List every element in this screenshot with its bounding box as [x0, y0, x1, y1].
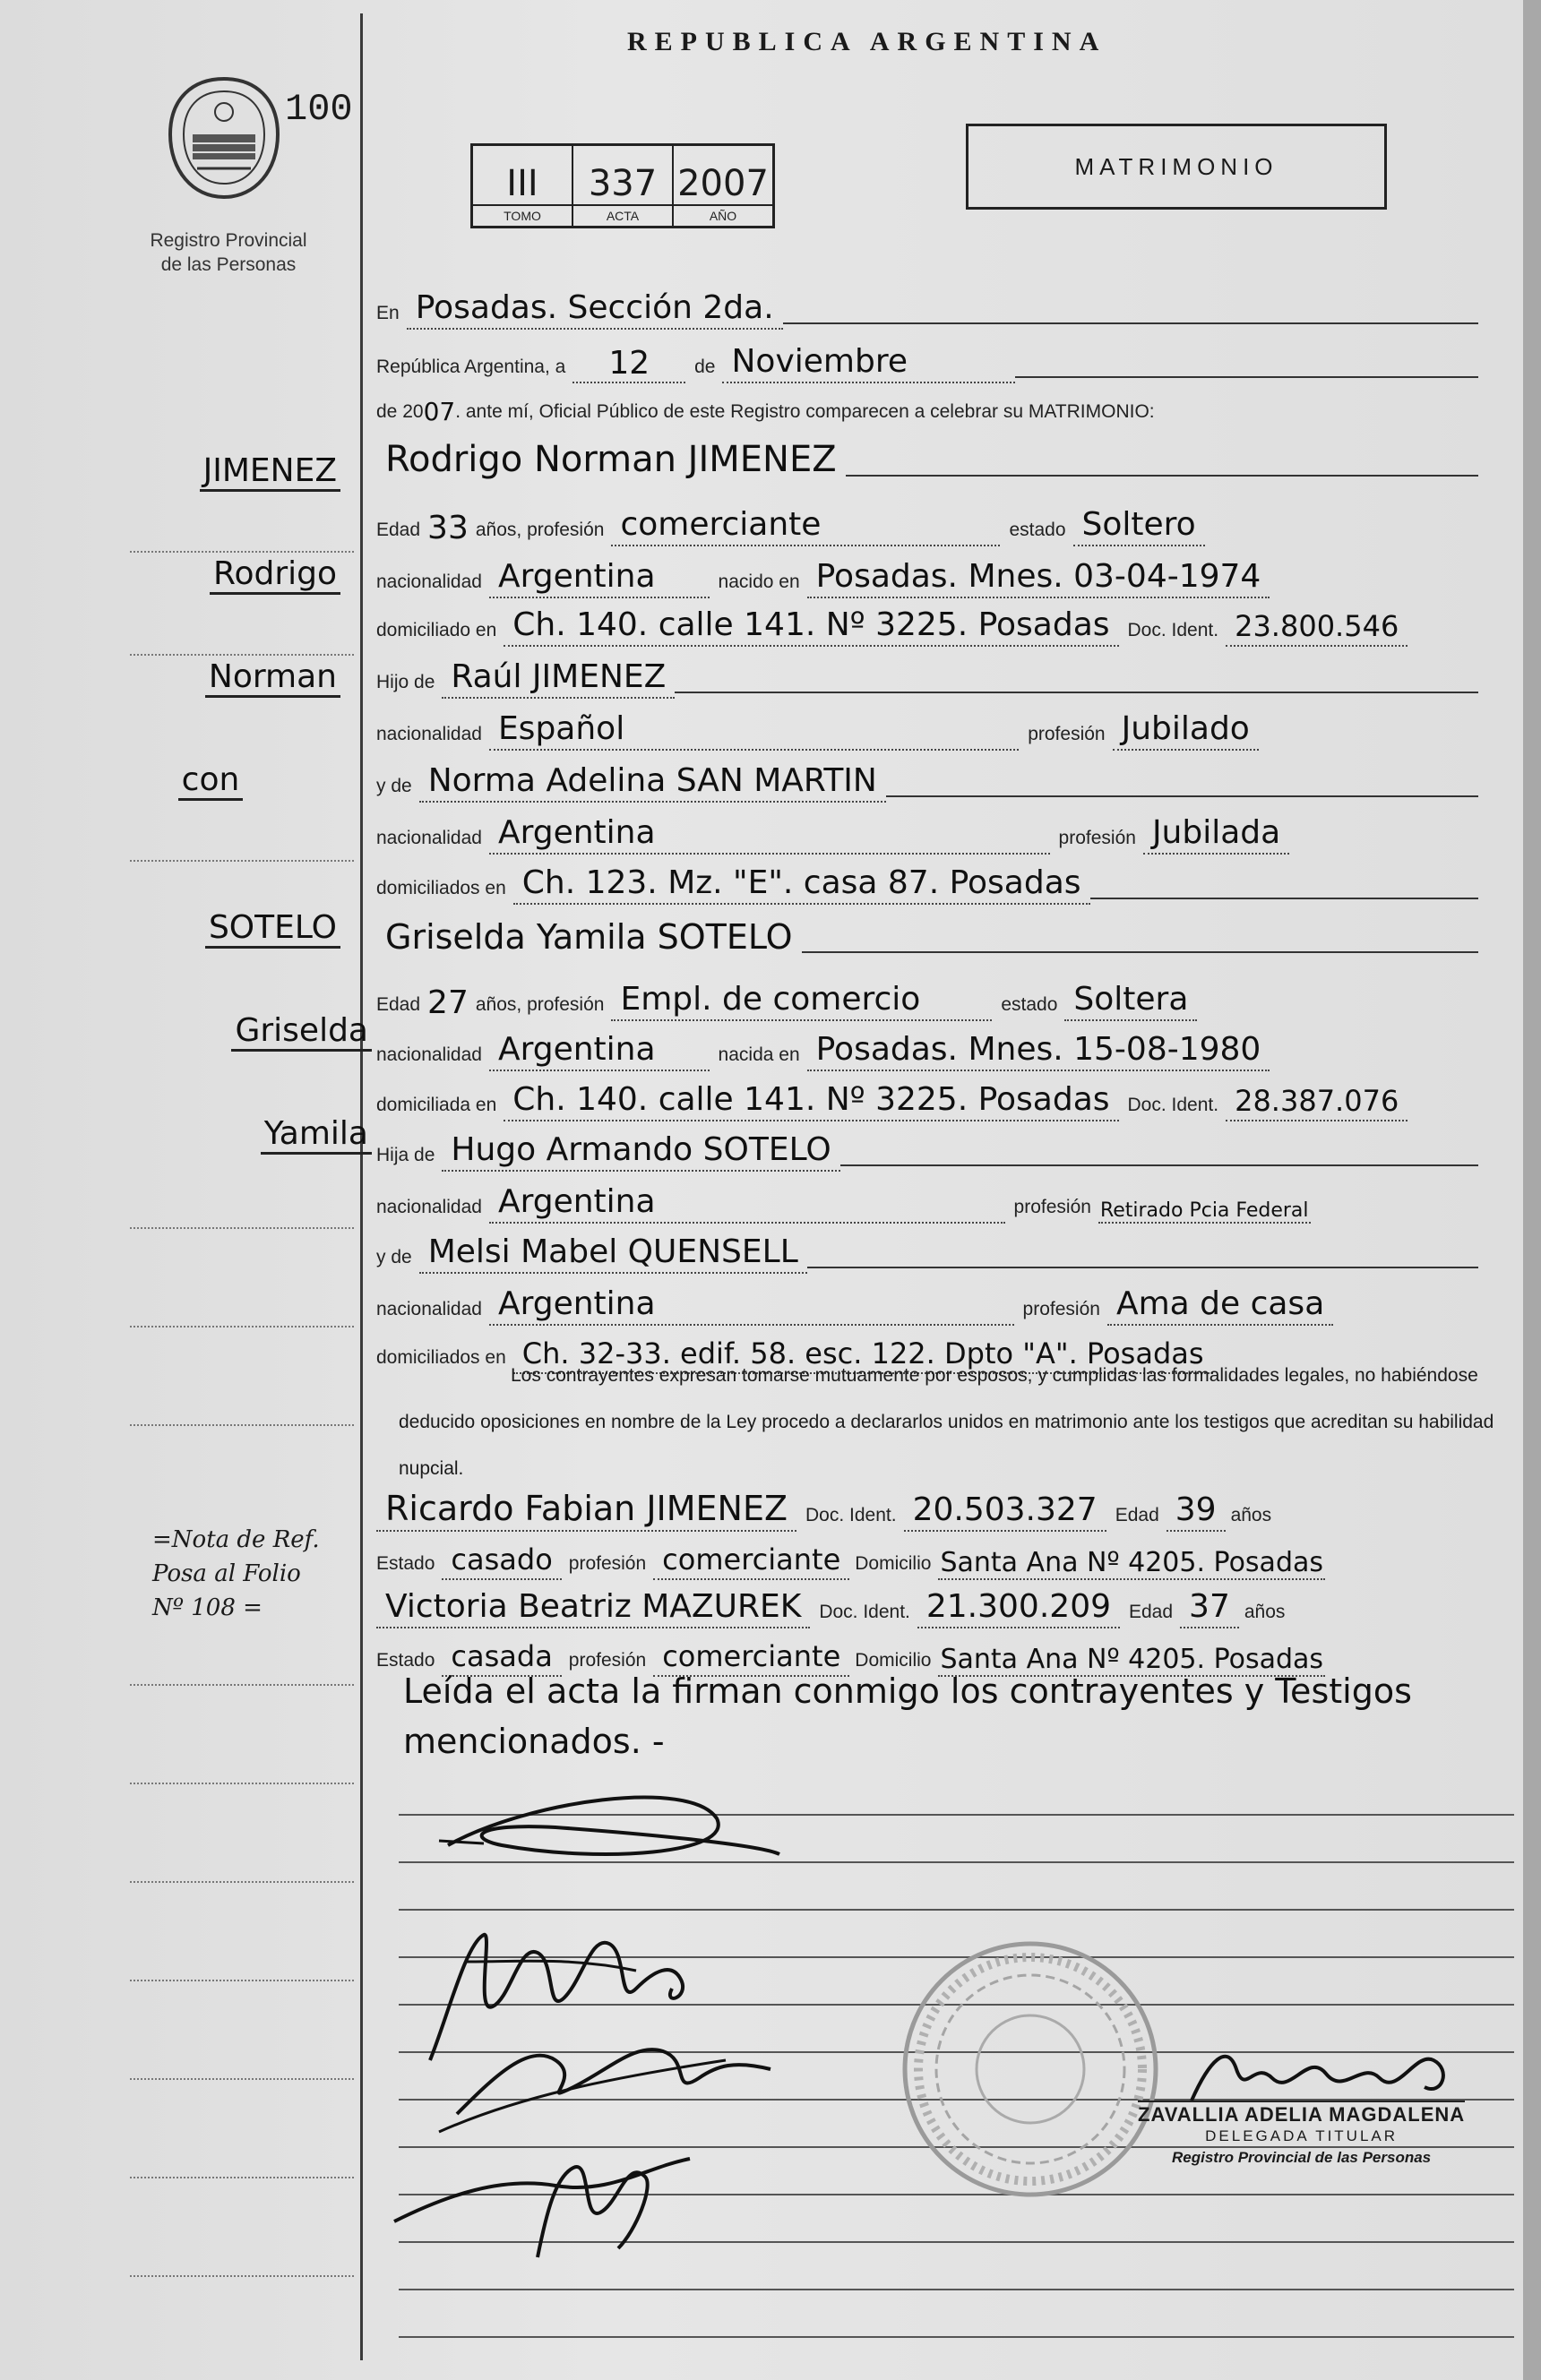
groom-address: Ch. 140. calle 141. Nº 3225. Posadas	[504, 606, 1118, 647]
groom-status: Soltero	[1073, 506, 1205, 546]
year-suffix: 07	[423, 397, 456, 426]
witness2-doc: 21.300.209	[917, 1588, 1120, 1628]
groom-mother: Norma Adelina SAN MARTIN	[419, 762, 886, 803]
anio-value: 2007	[673, 145, 774, 206]
tomo-value: III	[472, 145, 573, 206]
bride-mother-profession: Ama de casa	[1107, 1285, 1333, 1326]
official-block	[1138, 2101, 1465, 2169]
witness1-age: 39	[1167, 1491, 1226, 1532]
place-value: Posadas. Sección 2da.	[407, 289, 783, 330]
witness1-status: casado	[442, 1542, 561, 1580]
witness1-details-row: Estado casado profesión comerciante Domicilio Santa Ana Nº 4205. Posadas	[376, 1542, 1323, 1578]
groom-father: Raúl JIMENEZ	[442, 658, 675, 699]
groom-mother-nat-row: nacionalidad Argentina profesión Jubilada	[376, 810, 1478, 855]
provincial-seal-icon	[161, 72, 287, 206]
legal-formula: Los contrayentes expresan tomarse mutuamente por esposos, y cumplidas las formalidades legales, no habiéndose deducido oposiciones en nombre de la Ley procedo a declararlos unidos en matrimonio ante los testigos que acreditan su habilidad nupcial.	[399, 1365, 1494, 1479]
groom-mother-row: y de Norma Adelina SAN MARTIN	[376, 758, 1478, 803]
groom-profession: comerciante	[611, 506, 1000, 546]
groom-age-row: Edad 33 años, profesión comerciante estado Soltero	[376, 502, 1478, 546]
bride-father-nationality: Argentina	[489, 1183, 1005, 1224]
bride-name-row	[376, 914, 1478, 958]
bride-age-row: Edad 27 años, profesión Empl. de comercio estado Soltera	[376, 976, 1478, 1021]
margin-surname-2: SOTELO	[134, 909, 340, 946]
signature-bride	[430, 2006, 788, 2141]
groom-father-nationality: Español	[489, 710, 1019, 751]
bride-mother-nationality: Argentina	[489, 1285, 1014, 1326]
margin-rule	[360, 13, 363, 2360]
bride-mother-nat-row: nacionalidad Argentina profesión Ama de casa	[376, 1281, 1505, 1326]
signature-scribble-1	[421, 1783, 797, 1890]
witness2-age: 37	[1180, 1588, 1239, 1628]
registry-name: Registro Provincial de las Personas	[150, 230, 307, 275]
anio-label: AÑO	[673, 205, 774, 228]
act-type-box: MATRIMONIO	[966, 124, 1387, 210]
bride-nationality-row: nacionalidad Argentina nacida en Posadas. Mnes. 15-08-1980	[376, 1027, 1496, 1071]
official-signature	[1183, 2033, 1478, 2109]
groom-mother-profession: Jubilada	[1143, 814, 1289, 855]
groom-address-row: domiciliado en Ch. 140. calle 141. Nº 3225. Posadas Doc. Ident. 23.800.546	[376, 602, 1496, 647]
witness1-name: Ricardo Fabian JIMENEZ	[376, 1489, 796, 1532]
official-office: Registro Provincial de las Personas	[1172, 2149, 1432, 2166]
groom-father-nat-row: nacionalidad Español profesión Jubilado	[376, 706, 1478, 751]
witness2-status: casada	[442, 1639, 561, 1677]
bride-parents-address: Ch. 32-33. edif. 58. esc. 122. Dpto "A". Posadas	[513, 1336, 1213, 1374]
margin-name-2a: Griselda	[166, 1012, 372, 1049]
acta-value: 337	[572, 145, 673, 206]
bride-address-row: domiciliada en Ch. 140. calle 141. Nº 3225. Posadas Doc. Ident. 28.387.076	[376, 1077, 1496, 1121]
witness1-profession: comerciante	[653, 1542, 849, 1580]
witness2-name-row: Victoria Beatriz MAZUREK Doc. Ident. 21.300.209 Edad 37 años	[376, 1584, 1501, 1628]
bride-nationality: Argentina	[489, 1031, 710, 1071]
tomo-acta-anio-table	[470, 143, 775, 228]
margin-reference-note: =Nota de Ref. Posa al Folio Nº 108 =	[152, 1526, 320, 1621]
groom-age: 33	[427, 510, 469, 546]
bride-age: 27	[427, 984, 469, 1021]
margin-con: con	[108, 761, 314, 798]
official-title: DELEGADA TITULAR	[1205, 2127, 1399, 2144]
groom-parents-address: Ch. 123. Mz. "E". casa 87. Posadas	[513, 864, 1090, 905]
closing-statement: Leída el acta la firman conmigo los contrayentes y Testigos mencionados. -	[403, 1671, 1412, 1761]
margin-name-1b: Norman	[134, 658, 340, 695]
bride-father-row: Hija de Hugo Armando SOTELO	[376, 1127, 1478, 1172]
witness2-details-row: Estado casada profesión comerciante Domicilio Santa Ana Nº 4205. Posadas	[376, 1639, 1324, 1675]
bride-profession: Empl. de comercio	[611, 981, 992, 1021]
date-row: República Argentina, a 12 de Noviembre	[376, 339, 1478, 383]
acta-label: ACTA	[572, 205, 673, 228]
groom-doc: 23.800.546	[1226, 609, 1408, 647]
bride-mother: Melsi Mabel QUENSELL	[419, 1233, 807, 1274]
groom-father-profession: Jubilado	[1113, 710, 1259, 751]
signature-witnesses	[376, 2123, 717, 2266]
declaration-row: de 20 07 . ante mí, Oficial Público de este Registro comparecen a celebrar su MATRIMONIO:	[376, 397, 1155, 426]
page-edge	[1523, 0, 1541, 2380]
groom-father-row: Hijo de Raúl JIMENEZ	[376, 654, 1478, 699]
folio-number: 100	[285, 88, 353, 131]
bride-name: Griselda Yamila SOTELO	[385, 917, 793, 957]
bride-mother-row: y de Melsi Mabel QUENSELL	[376, 1229, 1478, 1274]
tomo-label: TOMO	[472, 205, 573, 228]
witness2-profession: comerciante	[653, 1639, 849, 1677]
groom-mother-nationality: Argentina	[489, 814, 1050, 855]
groom-nationality: Argentina	[489, 558, 710, 598]
witness1-doc: 20.503.327	[904, 1491, 1106, 1532]
witness1-name-row: Ricardo Fabian JIMENEZ Doc. Ident. 20.503.327 Edad 39 años	[376, 1487, 1501, 1532]
bride-address: Ch. 140. calle 141. Nº 3225. Posadas	[504, 1081, 1118, 1121]
groom-nationality-row: nacionalidad Argentina nacido en Posadas. Mnes. 03-04-1974	[376, 554, 1478, 598]
month-value: Noviembre	[722, 343, 1015, 383]
bride-status: Soltera	[1064, 981, 1197, 1021]
bride-doc: 28.387.076	[1226, 1084, 1408, 1121]
bride-father-profession: Retirado Pcia Federal	[1099, 1199, 1309, 1222]
country-title: REPUBLICA ARGENTINA	[627, 27, 1107, 56]
official-name: ZAVALLIA ADELIA MAGDALENA	[1138, 2101, 1465, 2126]
margin-name-2b: Yamila	[166, 1115, 372, 1152]
witness2-name: Victoria Beatriz MAZUREK	[376, 1588, 810, 1628]
bride-parents-address-row: domiciliados en Ch. 32-33. edif. 58. esc. 122. Dpto "A". Posadas	[376, 1329, 1496, 1374]
margin-surname-1: JIMENEZ	[134, 452, 340, 489]
day-value: 12	[572, 345, 685, 383]
bride-father-nat-row: nacionalidad Argentina profesión Retirado Pcia Federal	[376, 1183, 1309, 1222]
margin-name-1a: Rodrigo	[134, 555, 340, 592]
groom-name: Rodrigo Norman JIMENEZ	[385, 439, 837, 480]
witness2-address: Santa Ana Nº 4205. Posadas	[940, 1644, 1324, 1675]
bride-father: Hugo Armando SOTELO	[442, 1131, 839, 1172]
official-stamp-icon	[896, 1935, 1165, 2204]
place-row: En Posadas. Sección 2da.	[376, 285, 1478, 330]
groom-parents-address-row: domiciliados en Ch. 123. Mz. "E". casa 87. Posadas	[376, 860, 1478, 905]
witness1-address: Santa Ana Nº 4205. Posadas	[940, 1547, 1323, 1578]
groom-name-row	[376, 437, 1478, 482]
groom-birthplace: Posadas. Mnes. 03-04-1974	[807, 558, 1270, 598]
bride-birthplace: Posadas. Mnes. 15-08-1980	[807, 1031, 1270, 1071]
